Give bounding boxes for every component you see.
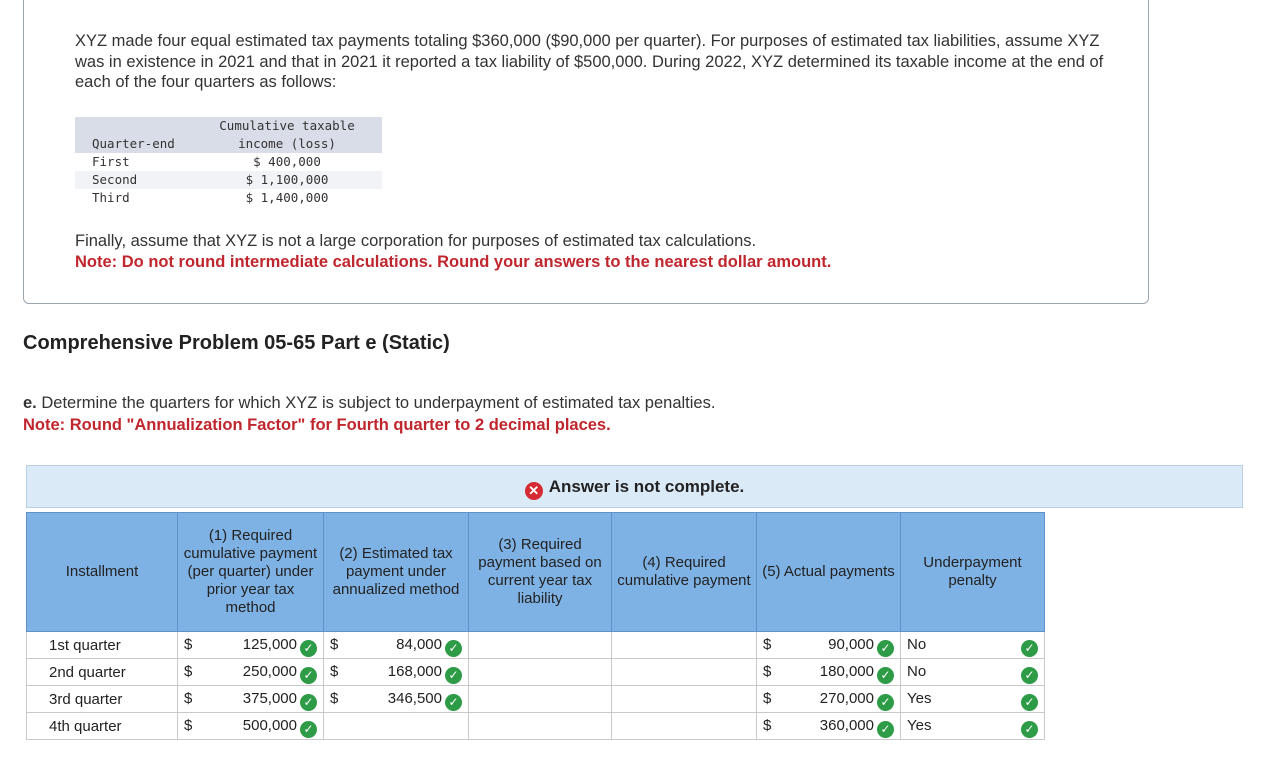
check-icon: ✓ bbox=[1021, 694, 1038, 711]
actual-payment-value[interactable]: 270,000 bbox=[819, 690, 874, 707]
answer-table-header-row bbox=[27, 513, 1045, 632]
current-year-cell[interactable] bbox=[469, 713, 612, 740]
currency-symbol: $ bbox=[330, 636, 339, 653]
prior-year-value[interactable]: 125,000 bbox=[242, 636, 297, 653]
prior-year-value[interactable]: 375,000 bbox=[242, 690, 297, 707]
prior-year-cell[interactable] bbox=[178, 686, 324, 713]
underpayment-penalty-header: Underpayment penalty bbox=[901, 513, 1045, 632]
installment-row bbox=[27, 659, 1045, 686]
prior-year-value[interactable]: 500,000 bbox=[242, 717, 297, 734]
installment-label: 3rd quarter bbox=[27, 686, 178, 713]
question-label: e. bbox=[23, 394, 37, 412]
installment-label: 1st quarter bbox=[27, 632, 178, 659]
check-icon: ✓ bbox=[877, 694, 894, 711]
answer-table bbox=[26, 512, 1045, 740]
currency-symbol: $ bbox=[763, 663, 772, 680]
installment-label: 2nd quarter bbox=[27, 659, 178, 686]
prior-year-cell[interactable] bbox=[178, 713, 324, 740]
rounding-note: Note: Do not round intermediate calculations. Round your answers to the nearest dollar amount. bbox=[75, 253, 832, 271]
currency-symbol: $ bbox=[184, 690, 193, 707]
currency-symbol: $ bbox=[184, 636, 193, 653]
question-text bbox=[23, 394, 715, 413]
currency-symbol: $ bbox=[184, 663, 193, 680]
prior-year-value[interactable]: 250,000 bbox=[242, 663, 297, 680]
quarter-income: $ 1,100,000 bbox=[192, 171, 382, 189]
check-icon: ✓ bbox=[877, 721, 894, 738]
installment-header: Installment bbox=[27, 513, 178, 632]
currency-symbol: $ bbox=[184, 717, 193, 734]
penalty-cell[interactable] bbox=[901, 632, 1045, 659]
currency-symbol: $ bbox=[763, 717, 772, 734]
section-title: Comprehensive Problem 05-65 Part e (Static) bbox=[23, 332, 450, 354]
quarter-row bbox=[75, 171, 382, 189]
penalty-value[interactable]: Yes bbox=[907, 717, 932, 734]
answer-status-banner bbox=[26, 465, 1243, 508]
actual-payment-value[interactable]: 90,000 bbox=[828, 636, 874, 653]
required-cumulative-cell[interactable] bbox=[612, 659, 757, 686]
annualized-cell[interactable] bbox=[324, 632, 469, 659]
check-icon: ✓ bbox=[445, 640, 462, 657]
quarter-income: $ 400,000 bbox=[253, 154, 321, 169]
required-cumulative-cell[interactable] bbox=[612, 686, 757, 713]
currency-symbol: $ bbox=[763, 636, 772, 653]
actual-payments-cell[interactable] bbox=[757, 632, 901, 659]
prior-year-method-header: (1) Required cumulative payment (per quarter) under prior year tax method bbox=[178, 513, 324, 632]
actual-payments-cell[interactable] bbox=[757, 713, 901, 740]
current-year-cell[interactable] bbox=[469, 659, 612, 686]
annualization-note: Note: Round "Annualization Factor" for Fourth quarter to 2 decimal places. bbox=[23, 416, 611, 434]
annualized-value[interactable]: 84,000 bbox=[396, 636, 442, 653]
annualized-cell[interactable] bbox=[324, 713, 469, 740]
actual-payment-value[interactable]: 360,000 bbox=[819, 717, 874, 734]
currency-symbol: $ bbox=[330, 663, 339, 680]
check-icon: ✓ bbox=[877, 667, 894, 684]
cumulative-income-header bbox=[192, 117, 382, 153]
annualized-cell[interactable] bbox=[324, 659, 469, 686]
penalty-cell[interactable] bbox=[901, 686, 1045, 713]
large-corporation-note: Finally, assume that XYZ is not a large corporation for purposes of estimated tax calculations. bbox=[75, 232, 757, 250]
actual-payment-value[interactable]: 180,000 bbox=[819, 663, 874, 680]
cumulative-income-header-line2: income (loss) bbox=[238, 136, 336, 151]
check-icon: ✓ bbox=[1021, 721, 1038, 738]
quarter-end-header: Quarter-end bbox=[75, 117, 192, 153]
x-circle-icon: ✕ bbox=[525, 482, 543, 500]
check-icon: ✓ bbox=[300, 694, 317, 711]
check-icon: ✓ bbox=[1021, 667, 1038, 684]
cumulative-income-header-line1: Cumulative taxable bbox=[219, 118, 355, 133]
current-year-header: (3) Required payment based on current year tax liability bbox=[469, 513, 612, 632]
installment-label: 4th quarter bbox=[27, 713, 178, 740]
prior-year-cell[interactable] bbox=[178, 659, 324, 686]
check-icon: ✓ bbox=[445, 694, 462, 711]
check-icon: ✓ bbox=[300, 640, 317, 657]
quarter-income-table bbox=[75, 117, 382, 207]
quarter-income: $ 1,400,000 bbox=[245, 190, 329, 205]
required-cumulative-cell[interactable] bbox=[612, 632, 757, 659]
actual-payments-cell[interactable] bbox=[757, 686, 901, 713]
intro-paragraph: XYZ made four equal estimated tax payments totaling $360,000 ($90,000 per quarter). For purposes of estimated tax liabilities, assume XYZ was in existence in 2021 and that in 2021 it reported a tax liability of $500,000. During 2022, XYZ determined its taxable income at the end of each of the four quarters as follows: bbox=[75, 32, 1104, 91]
check-icon: ✓ bbox=[445, 667, 462, 684]
required-cumulative-cell[interactable] bbox=[612, 713, 757, 740]
check-icon: ✓ bbox=[1021, 640, 1038, 657]
annualized-value[interactable]: 346,500 bbox=[387, 690, 442, 707]
penalty-value[interactable]: No bbox=[907, 663, 927, 680]
check-icon: ✓ bbox=[300, 667, 317, 684]
annualized-method-header: (2) Estimated tax payment under annualized method bbox=[324, 513, 469, 632]
quarter-name: Second bbox=[75, 171, 192, 189]
quarter-name: First bbox=[92, 154, 130, 169]
question-body: Determine the quarters for which XYZ is subject to underpayment of estimated tax penalties. bbox=[36, 394, 716, 412]
current-year-cell[interactable] bbox=[469, 632, 612, 659]
actual-payments-header: (5) Actual payments bbox=[757, 513, 901, 632]
quarter-table-header-row bbox=[75, 117, 382, 153]
check-icon: ✓ bbox=[877, 640, 894, 657]
penalty-value[interactable]: No bbox=[907, 636, 927, 653]
required-cumulative-header: (4) Required cumulative payment bbox=[612, 513, 757, 632]
prior-year-cell[interactable] bbox=[178, 632, 324, 659]
quarter-name: Third bbox=[92, 190, 130, 205]
installment-row bbox=[27, 713, 1045, 740]
currency-symbol: $ bbox=[330, 690, 339, 707]
quarter-row bbox=[75, 189, 382, 207]
installment-row bbox=[27, 686, 1045, 713]
penalty-value[interactable]: Yes bbox=[907, 690, 932, 707]
installment-row bbox=[27, 632, 1045, 659]
penalty-cell[interactable] bbox=[901, 659, 1045, 686]
annualized-cell[interactable] bbox=[324, 686, 469, 713]
answer-status-text: Answer is not complete. bbox=[548, 477, 745, 496]
check-icon: ✓ bbox=[300, 721, 317, 738]
current-year-cell[interactable] bbox=[469, 686, 612, 713]
actual-payments-cell[interactable] bbox=[757, 659, 901, 686]
currency-symbol: $ bbox=[763, 690, 772, 707]
penalty-cell[interactable] bbox=[901, 713, 1045, 740]
annualized-value[interactable]: 168,000 bbox=[387, 663, 442, 680]
quarter-row bbox=[75, 153, 382, 171]
